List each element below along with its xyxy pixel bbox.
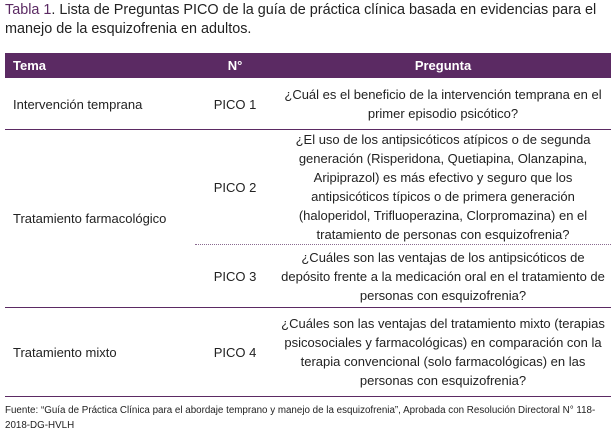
table-row (195, 244, 611, 307)
header-numero: N° (227, 58, 243, 73)
table-header-row (5, 53, 611, 78)
pregunta-cell: ¿Cuál es el beneficio de la intervención temprana en el primer episodio psicótico? (284, 87, 602, 121)
table-row (195, 79, 611, 129)
tema-cell: Tratamiento mixto (13, 344, 117, 360)
table-row (195, 130, 611, 244)
caption-label: Tabla 1 (5, 2, 52, 18)
source-note: Fuente: “Guía de Práctica Clínica para el abordaje temprano y manejo de la esquizofrenia”, Aprobada con Resolución Directoral N° 118-2018-DG-HVLH (5, 405, 596, 431)
pregunta-cell: ¿Cuáles son las ventajas del tratamiento mixto (terapias psicosociales y farmacológicas) en comparación con la terapia convencional (solo farmacológicas) en las personas con esquizofrenia? (281, 316, 605, 388)
tema-cell: Intervención temprana (13, 96, 143, 112)
pico-number: PICO 1 (213, 96, 257, 112)
caption-text: . Lista de Preguntas PICO de la guía de práctica clínica basada en evidencias para el manejo de la esquizofrenia en adultos. (5, 2, 597, 37)
pico-number: PICO 4 (213, 344, 257, 360)
table-caption (5, 1, 611, 39)
pico-number: PICO 3 (213, 268, 257, 284)
table-group-farmacologico (5, 130, 611, 308)
table-group-intervencion (5, 79, 611, 130)
pico-table (5, 53, 611, 397)
pregunta-cell: ¿El uso de los antipsicóticos atípicos o de segunda generación (Risperidona, Quetiapina, Olanzapina, Aripiprazol) es más efectivo y seguro que los antipsicóticos típicos o de primera generación (haloperidol, Trifluoperazina, Clorpromazina) en el tratamiento de personas con esquizofrenia? (295, 132, 591, 242)
pregunta-cell: ¿Cuáles son las ventajas de los antipsicóticos de depósito frente a la medicación oral en el tratamiento de personas con esquizofrenia? (281, 249, 605, 303)
header-tema: Tema (13, 58, 46, 73)
pico-number: PICO 2 (213, 179, 257, 195)
header-pregunta: Pregunta (414, 58, 472, 73)
tema-cell: Tratamiento farmacológico (13, 211, 167, 226)
table-group-mixto (5, 308, 611, 397)
table-row (195, 308, 611, 396)
